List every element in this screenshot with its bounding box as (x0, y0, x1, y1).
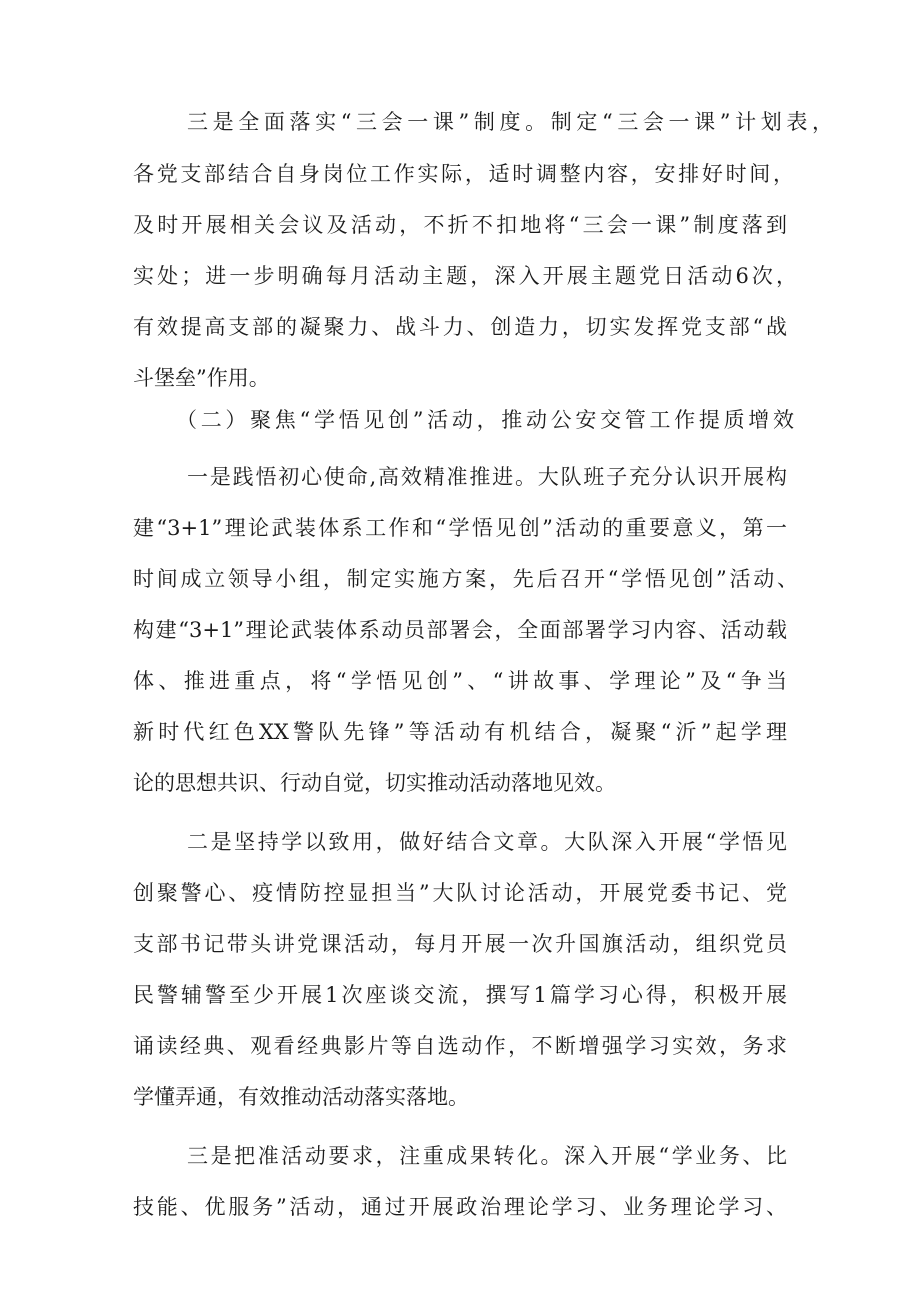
paragraph-line: 时间成立领导小组，制定实施方案，先后召开“学悟见创”活动、 (133, 567, 798, 591)
paragraph-line: 论的思想共识、行动自觉，切实推动活动落地见效。 (133, 771, 616, 795)
section-heading: （二）聚焦“学悟见创”活动，推动公安交管工作提质增效 (176, 408, 794, 432)
paragraph-line: 诵读经典、观看经典影片等自选动作，不断增强学习实效，务求 (133, 1034, 787, 1058)
paragraph-line: 有效提高支部的凝聚力、战斗力、创造力，切实发挥党支部“战 (133, 315, 787, 339)
paragraph-line: 创聚警心、疫情防控显担当”大队讨论活动，开展党委书记、党 (133, 881, 787, 905)
paragraph-line: 三是全面落实“三会一课”制度。制定“三会一课”计划表， (187, 110, 833, 134)
paragraph-line: 各党支部结合自身岗位工作实际，适时调整内容，安排好时间， (133, 162, 794, 186)
paragraph-line: 学懂弄通，有效推动活动落实落地。 (133, 1085, 469, 1109)
paragraph-line: 新时代红色XX警队先锋”等活动有机结合，凝聚“沂”起学理 (133, 720, 787, 744)
paragraph-line: 技能、优服务”活动，通过开展政治理论学习、业务理论学习、 (133, 1195, 787, 1219)
paragraph-line: 一是践悟初心使命,高效精准推进。大队班子充分认识开展构 (187, 465, 787, 489)
paragraph-line: 支部书记带头讲党课活动，每月开展一次升国旗活动，组织党员 (133, 932, 787, 956)
paragraph-line: 三是把准活动要求，注重成果转化。深入开展“学业务、比 (187, 1144, 787, 1168)
paragraph-line: 民警辅警至少开展1次座谈交流，撰写1篇学习心得，积极开展 (133, 983, 787, 1007)
paragraph-line: 建“3+1”理论武装体系工作和“学悟见创”活动的重要意义，第一 (133, 516, 787, 540)
paragraph-line: 实处；进一步明确每月活动主题，深入开展主题党日活动6次， (133, 264, 797, 288)
paragraph-line: 斗堡垒”作用。 (133, 366, 270, 390)
paragraph-line: 构建“3+1”理论武装体系动员部署会，全面部署学习内容、活动载 (133, 618, 787, 642)
paragraph-line: 二是坚持学以致用，做好结合文章。大队深入开展“学悟见 (187, 830, 787, 854)
paragraph-line: 及时开展相关会议及活动，不折不扣地将“三会一课”制度落到 (133, 213, 787, 237)
paragraph-line: 体、推进重点，将“学悟见创”、“讲故事、学理论”及“争当 (133, 669, 787, 693)
